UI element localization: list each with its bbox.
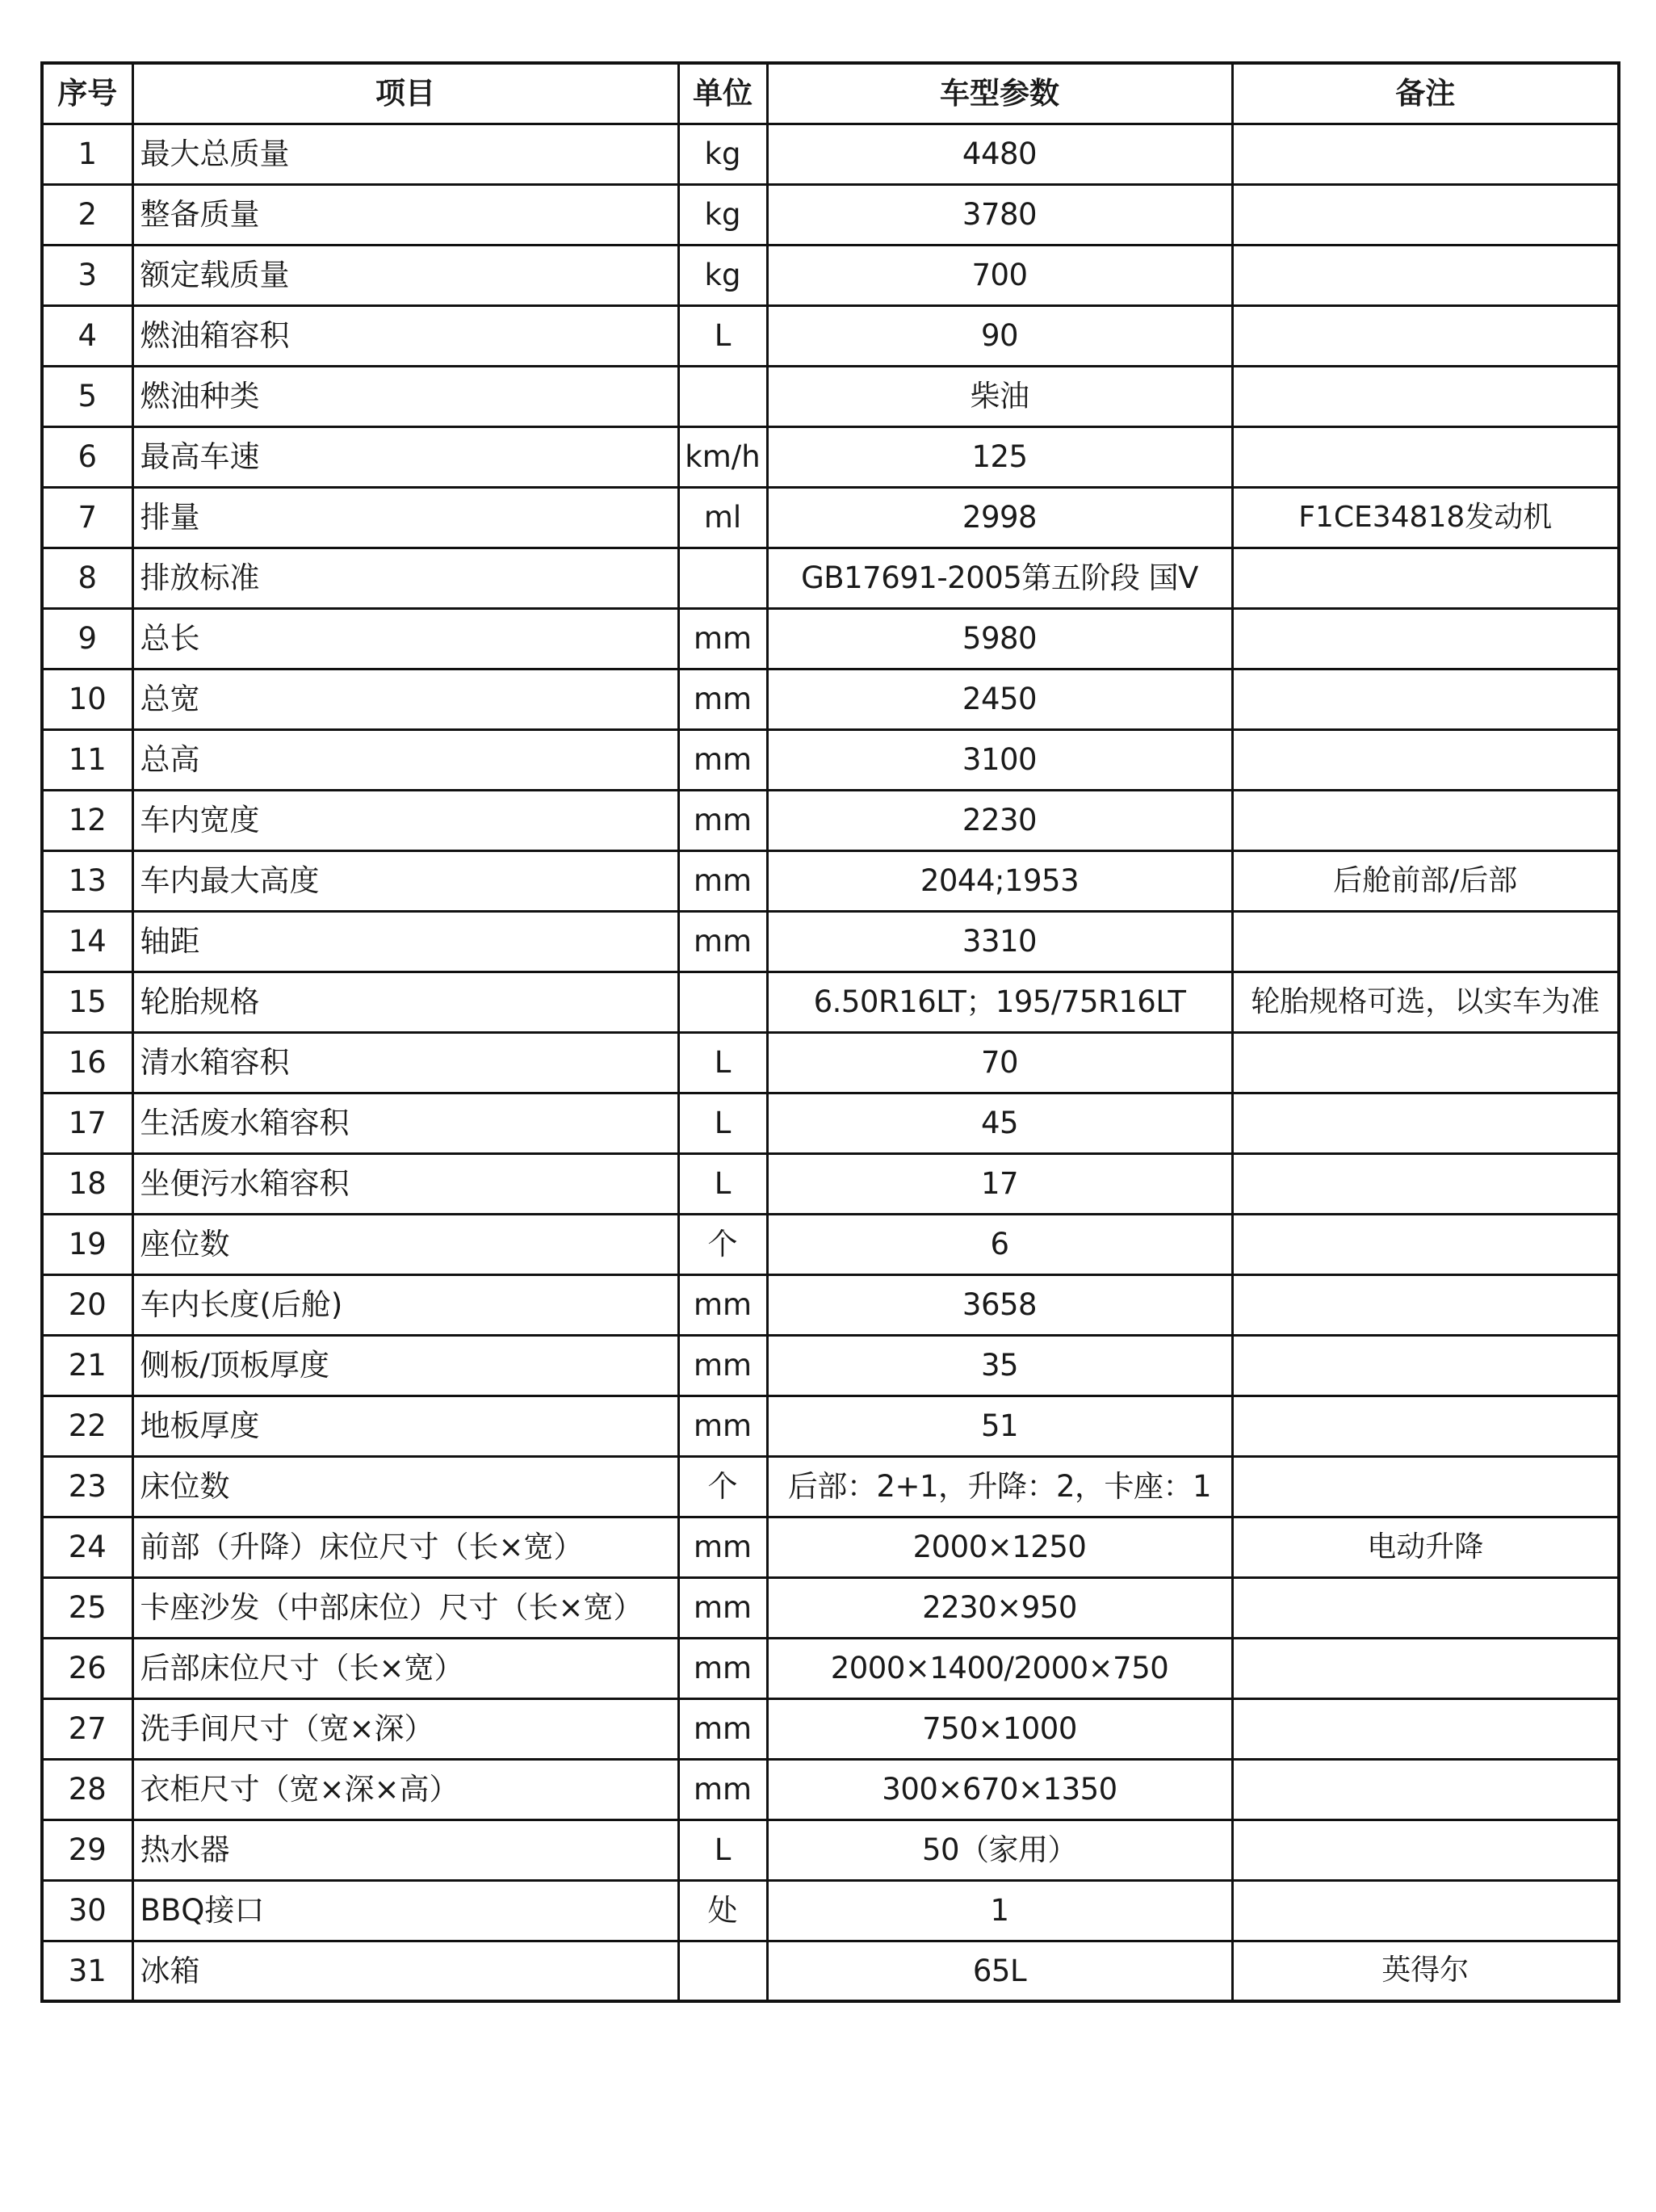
table-row [42, 911, 1619, 972]
cell-note [1232, 1820, 1619, 1880]
cell-unit: kg [678, 124, 767, 184]
cell-value: 35 [767, 1335, 1232, 1396]
cell-value: 2230×950 [767, 1577, 1232, 1638]
cell-value: 3780 [767, 184, 1232, 245]
cell-unit: ml [678, 487, 767, 548]
cell-item: 排放标准 [132, 548, 678, 608]
cell-note [1232, 608, 1619, 669]
cell-index: 25 [42, 1577, 132, 1638]
cell-unit: mm [678, 790, 767, 850]
cell-note [1232, 1032, 1619, 1093]
header-unit: 单位 [678, 63, 767, 124]
cell-index: 14 [42, 911, 132, 972]
cell-unit: L [678, 1032, 767, 1093]
cell-index: 15 [42, 972, 132, 1032]
cell-value: 1 [767, 1880, 1232, 1941]
cell-unit: L [678, 305, 767, 366]
table-row [42, 305, 1619, 366]
cell-item: 轮胎规格 [132, 972, 678, 1032]
cell-value: 50（家用） [767, 1820, 1232, 1880]
cell-value: 125 [767, 426, 1232, 487]
cell-note [1232, 790, 1619, 850]
cell-note: F1CE34818发动机 [1232, 487, 1619, 548]
cell-note [1232, 729, 1619, 790]
cell-unit: mm [678, 911, 767, 972]
cell-note [1232, 1335, 1619, 1396]
table-row [42, 608, 1619, 669]
cell-value: 700 [767, 245, 1232, 305]
table-row [42, 1274, 1619, 1335]
cell-item: 总宽 [132, 669, 678, 729]
cell-index: 9 [42, 608, 132, 669]
cell-note: 轮胎规格可选，以实车为准 [1232, 972, 1619, 1032]
header-value: 车型参数 [767, 63, 1232, 124]
cell-index: 18 [42, 1153, 132, 1214]
cell-item: 清水箱容积 [132, 1032, 678, 1093]
cell-value: 3658 [767, 1274, 1232, 1335]
cell-value: 6.50R16LT；195/75R16LT [767, 972, 1232, 1032]
table-row [42, 790, 1619, 850]
cell-unit: 处 [678, 1880, 767, 1941]
cell-item: 生活废水箱容积 [132, 1093, 678, 1153]
cell-item: 冰箱 [132, 1941, 678, 2001]
cell-note [1232, 1880, 1619, 1941]
cell-value: 65L [767, 1941, 1232, 2001]
table-row [42, 1335, 1619, 1396]
cell-item: 前部（升降）床位尺寸（长×宽） [132, 1517, 678, 1577]
table-row [42, 426, 1619, 487]
cell-index: 19 [42, 1214, 132, 1274]
cell-unit: mm [678, 1274, 767, 1335]
table-row [42, 1093, 1619, 1153]
cell-note [1232, 305, 1619, 366]
cell-index: 31 [42, 1941, 132, 2001]
table-row [42, 548, 1619, 608]
cell-note [1232, 124, 1619, 184]
cell-unit [678, 548, 767, 608]
cell-index: 26 [42, 1638, 132, 1698]
cell-note [1232, 1577, 1619, 1638]
cell-note [1232, 1698, 1619, 1759]
cell-index: 5 [42, 366, 132, 426]
cell-index: 23 [42, 1456, 132, 1517]
cell-value: 4480 [767, 124, 1232, 184]
cell-note [1232, 1093, 1619, 1153]
cell-note [1232, 1214, 1619, 1274]
cell-value: 3100 [767, 729, 1232, 790]
table-row [42, 972, 1619, 1032]
cell-unit: mm [678, 608, 767, 669]
cell-value: 2450 [767, 669, 1232, 729]
cell-index: 12 [42, 790, 132, 850]
table-row [42, 850, 1619, 911]
cell-value: 750×1000 [767, 1698, 1232, 1759]
cell-unit: mm [678, 1577, 767, 1638]
cell-value: 3310 [767, 911, 1232, 972]
spec-table [40, 61, 1620, 2003]
table-row [42, 487, 1619, 548]
cell-value: 300×670×1350 [767, 1759, 1232, 1820]
cell-note [1232, 1638, 1619, 1698]
cell-item: 地板厚度 [132, 1396, 678, 1456]
table-row [42, 1759, 1619, 1820]
cell-item: 排量 [132, 487, 678, 548]
cell-note [1232, 548, 1619, 608]
cell-item: 车内最大高度 [132, 850, 678, 911]
cell-value: 后部：2+1，升降：2，卡座：1 [767, 1456, 1232, 1517]
table-row [42, 124, 1619, 184]
cell-note [1232, 911, 1619, 972]
cell-value: 2230 [767, 790, 1232, 850]
cell-unit: mm [678, 1335, 767, 1396]
cell-unit: 个 [678, 1456, 767, 1517]
cell-item: 热水器 [132, 1820, 678, 1880]
table-row [42, 1880, 1619, 1941]
cell-index: 13 [42, 850, 132, 911]
table-row [42, 366, 1619, 426]
cell-index: 7 [42, 487, 132, 548]
cell-value: 柴油 [767, 366, 1232, 426]
cell-item: 额定载质量 [132, 245, 678, 305]
table-row [42, 1698, 1619, 1759]
cell-index: 28 [42, 1759, 132, 1820]
cell-unit: mm [678, 669, 767, 729]
cell-index: 8 [42, 548, 132, 608]
cell-value: 2000×1250 [767, 1517, 1232, 1577]
cell-note [1232, 1274, 1619, 1335]
cell-value: 2000×1400/2000×750 [767, 1638, 1232, 1698]
cell-index: 24 [42, 1517, 132, 1577]
cell-item: 侧板/顶板厚度 [132, 1335, 678, 1396]
cell-value: 2044;1953 [767, 850, 1232, 911]
cell-index: 6 [42, 426, 132, 487]
cell-index: 20 [42, 1274, 132, 1335]
cell-index: 1 [42, 124, 132, 184]
header-row [42, 63, 1619, 124]
cell-value: 5980 [767, 608, 1232, 669]
cell-unit: mm [678, 1759, 767, 1820]
cell-unit: L [678, 1093, 767, 1153]
cell-unit: kg [678, 245, 767, 305]
header-item: 项目 [132, 63, 678, 124]
cell-unit [678, 366, 767, 426]
cell-index: 27 [42, 1698, 132, 1759]
cell-item: 总高 [132, 729, 678, 790]
table-row [42, 729, 1619, 790]
cell-item: 后部床位尺寸（长×宽） [132, 1638, 678, 1698]
table-row [42, 1820, 1619, 1880]
cell-item: 燃油箱容积 [132, 305, 678, 366]
cell-item: 轴距 [132, 911, 678, 972]
cell-item: 洗手间尺寸（宽×深） [132, 1698, 678, 1759]
cell-note [1232, 1396, 1619, 1456]
cell-unit: mm [678, 850, 767, 911]
cell-unit [678, 972, 767, 1032]
cell-item: 卡座沙发（中部床位）尺寸（长×宽） [132, 1577, 678, 1638]
header-index: 序号 [42, 63, 132, 124]
cell-item: BBQ接口 [132, 1880, 678, 1941]
cell-index: 2 [42, 184, 132, 245]
cell-index: 22 [42, 1396, 132, 1456]
cell-unit: mm [678, 1698, 767, 1759]
cell-unit: L [678, 1820, 767, 1880]
cell-item: 衣柜尺寸（宽×深×高） [132, 1759, 678, 1820]
cell-index: 21 [42, 1335, 132, 1396]
table-row [42, 1396, 1619, 1456]
cell-note [1232, 184, 1619, 245]
table-row [42, 1941, 1619, 2001]
cell-note [1232, 1456, 1619, 1517]
cell-index: 4 [42, 305, 132, 366]
table-row [42, 1456, 1619, 1517]
cell-value: 90 [767, 305, 1232, 366]
table-row [42, 184, 1619, 245]
cell-note [1232, 245, 1619, 305]
table-row [42, 1638, 1619, 1698]
table-body [42, 124, 1619, 2001]
cell-value: 2998 [767, 487, 1232, 548]
cell-value: 45 [767, 1093, 1232, 1153]
cell-unit [678, 1941, 767, 2001]
cell-index: 30 [42, 1880, 132, 1941]
table-row [42, 1577, 1619, 1638]
cell-note [1232, 1759, 1619, 1820]
table-row [42, 1153, 1619, 1214]
cell-value: 6 [767, 1214, 1232, 1274]
cell-item: 整备质量 [132, 184, 678, 245]
cell-index: 17 [42, 1093, 132, 1153]
cell-index: 11 [42, 729, 132, 790]
table-row [42, 1214, 1619, 1274]
cell-index: 16 [42, 1032, 132, 1093]
cell-note [1232, 366, 1619, 426]
cell-unit: mm [678, 1517, 767, 1577]
cell-item: 床位数 [132, 1456, 678, 1517]
table-row [42, 669, 1619, 729]
cell-unit: mm [678, 1396, 767, 1456]
cell-unit: mm [678, 1638, 767, 1698]
cell-note [1232, 426, 1619, 487]
cell-item: 总长 [132, 608, 678, 669]
table-row [42, 245, 1619, 305]
cell-item: 车内宽度 [132, 790, 678, 850]
cell-unit: mm [678, 729, 767, 790]
cell-item: 燃油种类 [132, 366, 678, 426]
cell-note: 后舱前部/后部 [1232, 850, 1619, 911]
cell-value: 70 [767, 1032, 1232, 1093]
cell-note: 英得尔 [1232, 1941, 1619, 2001]
cell-item: 座位数 [132, 1214, 678, 1274]
cell-unit: L [678, 1153, 767, 1214]
cell-value: 51 [767, 1396, 1232, 1456]
cell-item: 最高车速 [132, 426, 678, 487]
cell-unit: km/h [678, 426, 767, 487]
cell-index: 3 [42, 245, 132, 305]
cell-note: 电动升降 [1232, 1517, 1619, 1577]
table-row [42, 1032, 1619, 1093]
cell-unit: 个 [678, 1214, 767, 1274]
table-row [42, 1517, 1619, 1577]
cell-note [1232, 669, 1619, 729]
cell-value: GB17691-2005第五阶段 国V [767, 548, 1232, 608]
cell-item: 车内长度(后舱) [132, 1274, 678, 1335]
cell-value: 17 [767, 1153, 1232, 1214]
cell-index: 10 [42, 669, 132, 729]
cell-note [1232, 1153, 1619, 1214]
header-note: 备注 [1232, 63, 1619, 124]
cell-index: 29 [42, 1820, 132, 1880]
cell-item: 最大总质量 [132, 124, 678, 184]
cell-unit: kg [678, 184, 767, 245]
cell-item: 坐便污水箱容积 [132, 1153, 678, 1214]
